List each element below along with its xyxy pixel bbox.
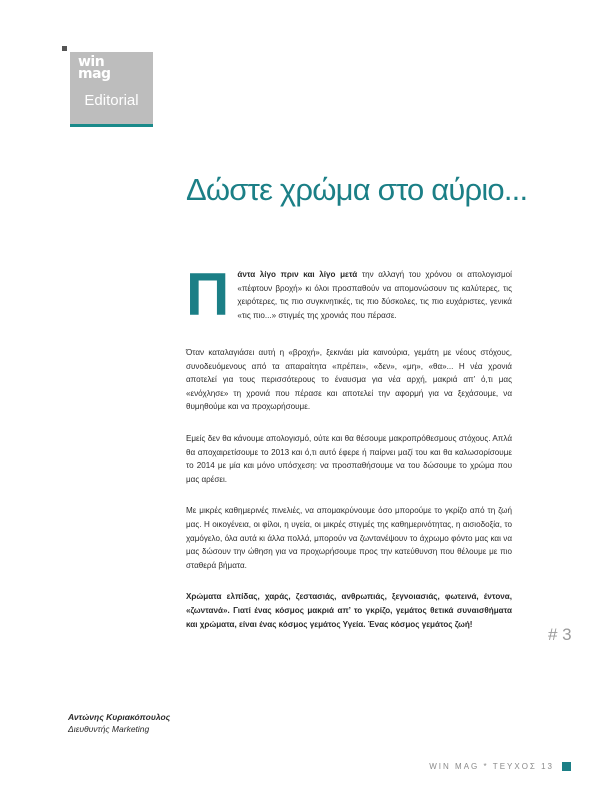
section-label: Editorial bbox=[84, 92, 139, 109]
paragraph-2: Εμείς δεν θα κάνουμε απολογισμό, ούτε και θα θέσουμε μακροπρόθεσμους στόχους. Απλά θα αποχαιρετίσουμε το 2013 και ό,τι αυτό έφερε ή παίρνει μαζί του και θα καλωσορίσουμε το 2014 με μία και μόνο υπόσχεση: να προσπαθήσουμε να του δώσουμε το χρώμα που μας αρέσει. bbox=[186, 433, 512, 484]
closing-paragraph: Χρώματα ελπίδας, χαράς, ζεστασιάς, ανθρωπιάς, ξεγνοιασιάς, φωτεινά, έντονα, «ζωντανά». Γιατί ένας κόσμος μακριά απ’ το γκρίζο, γεμάτος θετικά συναισθήματα και χρώματα, είναι ένας κόσμος γεμάτος Υγεία. Ένας κόσμος γεμάτος ζωή! bbox=[186, 592, 512, 629]
dropcap: Π bbox=[186, 261, 230, 328]
section-logo bbox=[70, 52, 153, 124]
author-name: Αντώνης Κυριακόπουλος bbox=[68, 712, 171, 722]
paragraph-1: Όταν καταλαγιάσει αυτή η «βροχή», ξεκινάει μία καινούρια, γεμάτη με νέους στόχους, συνοδευόμενους από τα απαραίτητα «πρέπει», «δεν», «μη», «θα»... Η νέα χρονιά αποτελεί για τους περισσότερους το έναυσμα για νέα αρχή, μακριά απ’ ό,τι μας «ενόχλησε» τη χρονιά που πέρασε και αποτελεί την αφορμή για να ξεχάσουμε, να θυμηθούμε και να προχωρήσουμε. bbox=[186, 348, 512, 412]
section-underline bbox=[70, 124, 153, 127]
logo-line-1: win bbox=[78, 54, 105, 70]
logo-line-2: mag bbox=[78, 66, 111, 82]
article-body bbox=[186, 261, 512, 631]
footer-text: WIN MAG * ΤΕΥΧΟΣ 13 bbox=[429, 762, 554, 771]
intro-paragraph bbox=[186, 261, 512, 328]
lead-bold: άντα λίγο πριν και λίγο μετά bbox=[237, 270, 358, 279]
lead-text: την αλλαγή του χρόνου οι απολογισμοί «πέφτουν βροχή» κι όλοι προσπαθούν να απομονώσουν τις καλύτερες, τις χειρότερες, τις πιο συγκινητικές, τις πιο δύσκολες, τις πιο ευχάριστες, γενικά «τις πιο...» στιγμές της χρονιάς που πέρασε. bbox=[237, 270, 512, 320]
page-footer bbox=[429, 762, 571, 771]
paragraph-3: Με μικρές καθημερινές πινελιές, να απομακρύνουμε όσο μπορούμε το γκρίζο από τη ζωή μας. Η οικογένεια, οι φίλοι, η υγεία, οι μικρές στιγμές της καθημερινότητας, η αισιοδοξία, το χαμόγελο, όλα αυτά κι άλλα πολλά, μπορούν να ζωντανέψουν το άχρωμο φόντο μας και να μας δώσουν την ώθηση για να προχωρήσουμε προς την κατεύθυνση που θέλουμε με πιο σταθερά βήματα. bbox=[186, 506, 512, 570]
page-mark: # 3 bbox=[548, 625, 572, 644]
article-title: Δώστε χρώμα στο αύριο... bbox=[186, 172, 528, 207]
author-role: Διευθυντής Marketing bbox=[68, 724, 150, 734]
footer-square-icon bbox=[562, 762, 571, 771]
corner-marker bbox=[62, 46, 67, 51]
logo-wordmark bbox=[78, 56, 111, 80]
signature bbox=[68, 711, 170, 735]
